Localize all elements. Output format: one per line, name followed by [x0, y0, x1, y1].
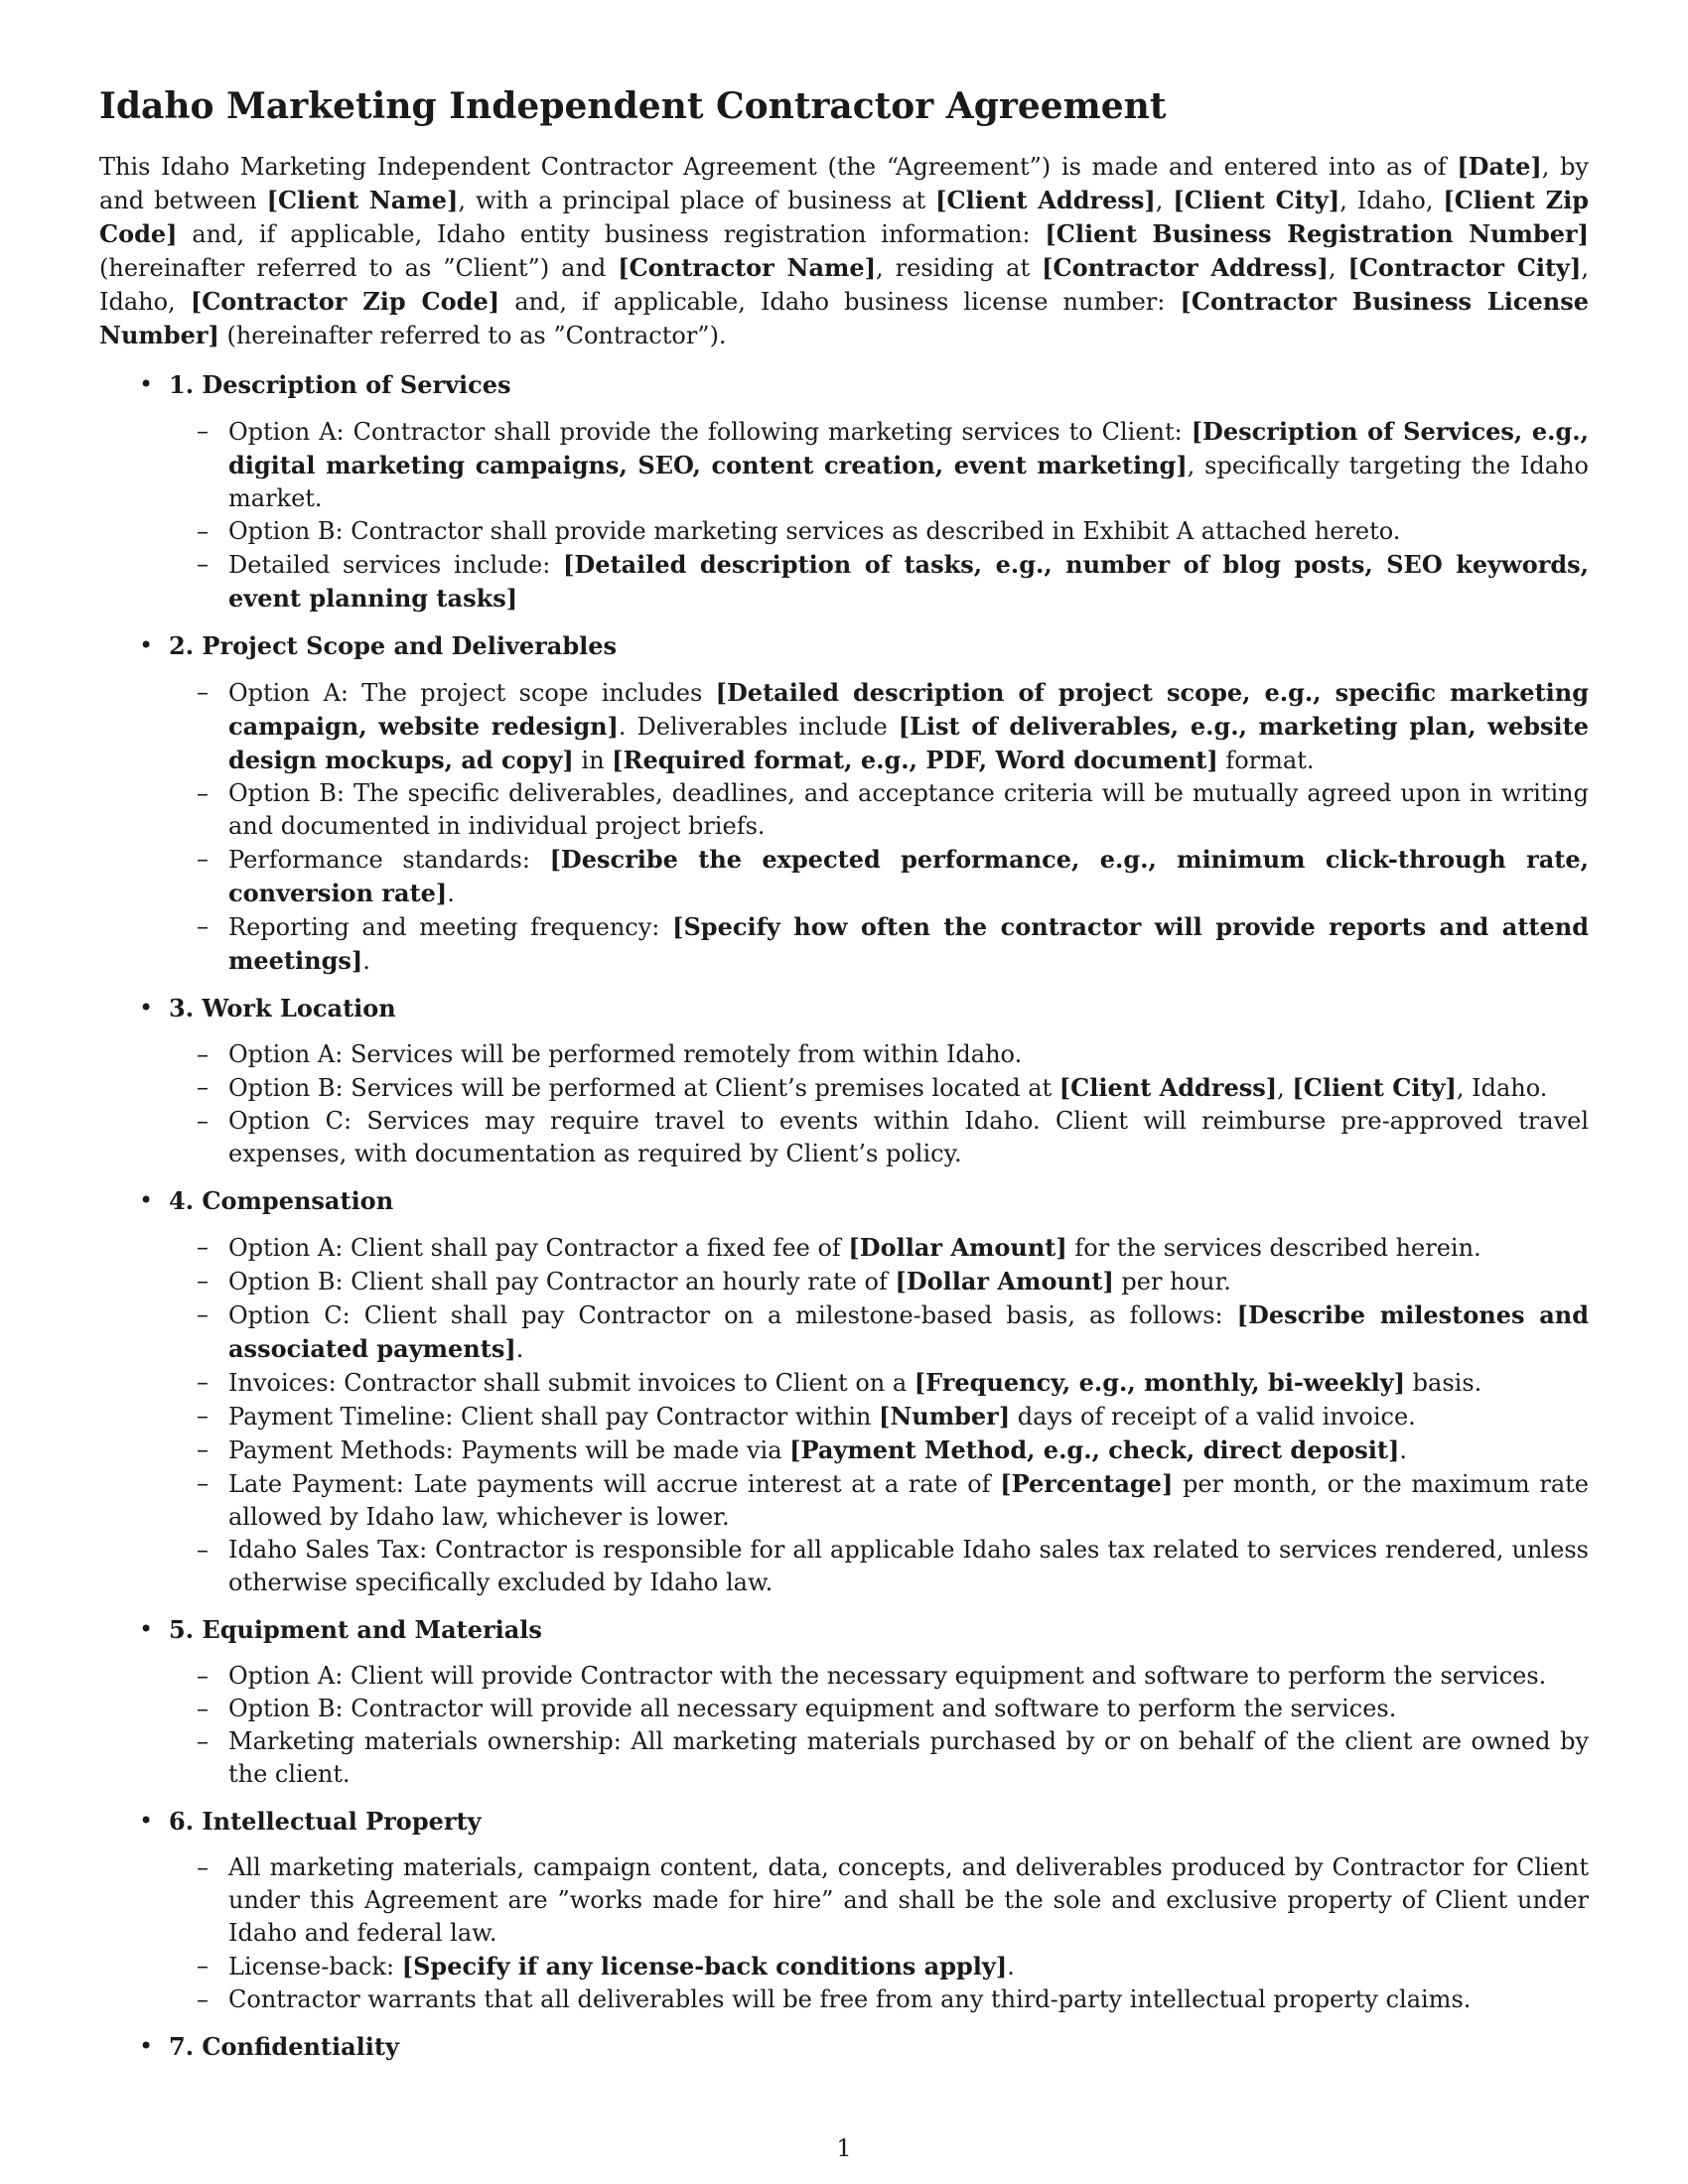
sections-list [99, 368, 1589, 2063]
text-run: . [1007, 1953, 1015, 1981]
placeholder-field: [Dollar Amount] [895, 1267, 1114, 1297]
text-run: in [573, 747, 613, 775]
list-item [99, 1366, 1589, 1400]
list-item [99, 1851, 1589, 1950]
text-run: License-back: [228, 1953, 402, 1981]
text-run: Contractor warrants that all deliverables will be free from any third-party intellectual property claims. [228, 1985, 1472, 2014]
text-run: . [362, 947, 370, 976]
text-run: Payment Methods: Payments will be made via [228, 1436, 790, 1465]
dash-icon: – [197, 1073, 209, 1102]
text-run: Marketing materials ownership: All marketing materials purchased by or on behalf of the client are owned by the client. [228, 1727, 1589, 1789]
placeholder-field: [Contractor Business License Number] [99, 287, 1589, 350]
placeholder-field: [Describe the expected performance, e.g., minimum click-through rate, conversion rate] [228, 845, 1589, 908]
dash-icon: – [197, 1267, 209, 1296]
placeholder-field: [Client Zip Code] [99, 186, 1590, 249]
list-item [99, 1660, 1589, 1693]
text-run: Payment Timeline: Client shall pay Contractor within [228, 1403, 879, 1432]
list-item [99, 1950, 1589, 1983]
list-item [99, 1231, 1589, 1265]
bullet-icon: • [139, 631, 154, 660]
dash-icon: – [197, 678, 209, 707]
bullet-icon: • [139, 2032, 154, 2061]
dash-icon: – [197, 1300, 209, 1329]
section-heading [99, 629, 1589, 662]
placeholder-field: [Frequency, e.g., monthly, bi-weekly] [914, 1368, 1406, 1398]
text-run: for the services described herein. [1066, 1234, 1481, 1263]
placeholder-field: [Contractor City] [1347, 253, 1582, 283]
section-heading-text: 7. Confidentiality [169, 2032, 399, 2062]
section [99, 2030, 1589, 2063]
placeholder-field: [Description of Services, e.g., digital marketing campaigns, SEO, content creation, event marketing] [228, 417, 1589, 480]
text-run: (hereinafter referred to as ”Client”) and [99, 254, 619, 283]
placeholder-field: [Detailed description of tasks, e.g., number of blog posts, SEO keywords, event planning tasks] [228, 550, 1590, 614]
text-run: and, if applicable, Idaho entity business registration information: [177, 220, 1046, 249]
section [99, 1613, 1589, 1791]
section-heading [99, 992, 1589, 1024]
text-run: Option B: The specific deliverables, deadlines, and acceptance criteria will be mutually agreed upon in writing and documented in individual project briefs. [228, 779, 1589, 841]
placeholder-field: [Detailed description of project scope, e.g., specific marketing campaign, website redesign] [228, 678, 1589, 742]
text-run: Idaho Sales Tax: Contractor is responsible for all applicable Idaho sales tax related to services rendered, unless otherwise specifically excluded by Idaho law. [228, 1536, 1589, 1597]
placeholder-field: [Date] [1457, 152, 1542, 182]
dash-icon: – [197, 1536, 209, 1565]
list-item [99, 1105, 1589, 1170]
section-items [99, 676, 1589, 978]
text-run: per month, or the maximum rate allowed by Idaho law, whichever is lower. [228, 1470, 1589, 1532]
placeholder-field: [Dollar Amount] [848, 1233, 1067, 1263]
section-heading-text: 1. Description of Services [169, 370, 511, 400]
list-item [99, 777, 1589, 843]
list-item [99, 1693, 1589, 1725]
text-run: All marketing materials, campaign content, data, concepts, and deliverables produced by Contractor for Client under this Agreement are ”works made for hire” and shall be the sole and exclusive property of Client under Idaho and federal law. [228, 1853, 1589, 1948]
dash-icon: – [197, 1985, 209, 2014]
bullet-icon: • [139, 370, 154, 399]
text-run: Option B: Contractor will provide all necessary equipment and software to perform the services. [228, 1695, 1397, 1723]
text-run: and, if applicable, Idaho business license number: [499, 288, 1181, 317]
placeholder-field: [Client Address] [935, 186, 1156, 215]
dash-icon: – [197, 1853, 209, 1882]
dash-icon: – [197, 1727, 209, 1756]
text-run: This Idaho Marketing Independent Contractor Agreement (the “Agreement”) is made and entered into as of [99, 153, 1458, 182]
section [99, 629, 1589, 978]
dash-icon: – [197, 517, 209, 546]
placeholder-field: [Describe milestones and associated payments] [228, 1300, 1589, 1364]
bullet-icon: • [139, 1186, 154, 1215]
text-run: , [1328, 254, 1348, 283]
dash-icon: – [197, 550, 209, 579]
text-run: Late Payment: Late payments will accrue interest at a rate of [228, 1470, 1001, 1499]
text-run: Option C: Client shall pay Contractor on a milestone-based basis, as follows: [228, 1301, 1237, 1330]
placeholder-field: [Number] [878, 1402, 1011, 1432]
section-heading-text: 5. Equipment and Materials [169, 1615, 542, 1645]
placeholder-field: [Contractor Zip Code] [190, 287, 500, 317]
text-run: , Idaho. [1456, 1074, 1548, 1103]
dash-icon: – [197, 1435, 209, 1464]
list-item [99, 1400, 1589, 1433]
dash-icon: – [197, 1040, 209, 1069]
text-run: format. [1217, 747, 1315, 775]
section-items [99, 1851, 1589, 2016]
dash-icon: – [197, 1233, 209, 1262]
text-run: Option A: Client will provide Contractor with the necessary equipment and software to perform the services. [228, 1662, 1547, 1691]
document-title: Idaho Marketing Independent Contractor Agreement [99, 85, 1167, 127]
section-items [99, 415, 1589, 615]
section-heading [99, 2030, 1589, 2063]
section-heading-text: 3. Work Location [169, 994, 396, 1024]
text-run: basis. [1405, 1369, 1482, 1398]
section-heading [99, 1805, 1589, 1838]
dash-icon: – [197, 1402, 209, 1431]
list-item [99, 548, 1589, 615]
bullet-icon: • [139, 1807, 154, 1836]
section-items [99, 1660, 1589, 1791]
text-run: Performance standards: [228, 846, 550, 875]
placeholder-field: [Payment Method, e.g., check, direct deposit] [789, 1435, 1400, 1465]
text-run: Option B: Contractor shall provide marketing services as described in Exhibit A attached hereto. [228, 517, 1401, 546]
placeholder-field: [Required format, e.g., PDF, Word document] [612, 746, 1218, 775]
dash-icon: – [197, 1952, 209, 1980]
section-heading-text: 4. Compensation [169, 1186, 394, 1216]
placeholder-field: [Client City] [1292, 1073, 1457, 1103]
dash-icon: – [197, 417, 209, 446]
text-run: , Idaho, [1339, 187, 1444, 215]
text-run: . [515, 1335, 524, 1364]
text-run: (hereinafter referred to as ”Contractor”). [218, 322, 727, 350]
placeholder-field: [Contractor Name] [618, 253, 877, 283]
text-run: Invoices: Contractor shall submit invoices to Client on a [228, 1369, 914, 1398]
text-run: , Idaho, [99, 254, 1589, 317]
text-run: Option A: Contractor shall provide the following marketing services to Client: [228, 418, 1192, 447]
text-run: , [1155, 187, 1174, 215]
section [99, 992, 1589, 1170]
section-heading-text: 6. Intellectual Property [169, 1807, 482, 1837]
text-run: Option A: Services will be performed remotely from within Idaho. [228, 1040, 1023, 1069]
page-number: 1 [836, 2134, 852, 2162]
list-item [99, 1725, 1589, 1791]
text-run: . [447, 880, 455, 908]
section [99, 1184, 1589, 1599]
placeholder-field: [Specify if any license-back conditions apply] [401, 1952, 1008, 1981]
placeholder-field: [Client Name] [266, 186, 459, 215]
section-items [99, 1038, 1589, 1170]
list-item [99, 676, 1589, 777]
intro-paragraph [99, 150, 1589, 352]
list-item [99, 1467, 1589, 1534]
text-run: Option C: Services may require travel to events within Idaho. Client will reimburse pre-approved travel expenses, with documentation as required by Client’s policy. [228, 1107, 1589, 1168]
text-run: Option B: Services will be performed at Client’s premises located at [228, 1074, 1059, 1103]
placeholder-field: [Client Address] [1058, 1073, 1278, 1103]
dash-icon: – [197, 1469, 209, 1498]
list-item [99, 415, 1589, 515]
placeholder-field: [Contractor Address] [1042, 253, 1329, 283]
placeholder-field: [Specify how often the contractor will provide reports and attend meetings] [228, 912, 1589, 976]
dash-icon: – [197, 1107, 209, 1136]
list-item [99, 515, 1589, 548]
dash-icon: – [197, 779, 209, 808]
text-run: per hour. [1113, 1268, 1231, 1297]
text-run: . [1399, 1436, 1407, 1465]
list-item [99, 1433, 1589, 1467]
dash-icon: – [197, 912, 209, 941]
section [99, 1805, 1589, 2016]
text-run: Detailed services include: [228, 551, 564, 580]
text-run: days of receipt of a valid invoice. [1010, 1403, 1416, 1432]
bullet-icon: • [139, 994, 154, 1023]
placeholder-field: [Percentage] [1000, 1469, 1174, 1499]
text-run: Option A: The project scope includes [228, 679, 716, 708]
text-run: Option B: Client shall pay Contractor an hourly rate of [228, 1268, 896, 1297]
dash-icon: – [197, 1695, 209, 1723]
section-heading [99, 368, 1589, 401]
list-item [99, 843, 1589, 910]
list-item [99, 1983, 1589, 2016]
list-item [99, 1038, 1589, 1071]
list-item [99, 1298, 1589, 1366]
placeholder-field: [Client Business Registration Number] [1045, 219, 1589, 249]
text-run: , with a principal place of business at [458, 187, 936, 215]
section [99, 368, 1589, 615]
placeholder-field: [List of deliverables, e.g., marketing plan, website design mockups, ad copy] [228, 712, 1589, 775]
section-heading [99, 1184, 1589, 1217]
section-heading-text: 2. Project Scope and Deliverables [169, 631, 618, 661]
list-item [99, 1265, 1589, 1298]
placeholder-field: [Client City] [1173, 186, 1340, 215]
section-heading [99, 1613, 1589, 1646]
dash-icon: – [197, 1368, 209, 1397]
list-item [99, 1071, 1589, 1105]
text-run: Option A: Client shall pay Contractor a fixed fee of [228, 1234, 849, 1263]
text-run: , specifically targeting the Idaho market. [228, 452, 1589, 513]
text-run: Reporting and meeting frequency: [228, 913, 673, 942]
dash-icon: – [197, 845, 209, 874]
text-run: , [1277, 1074, 1293, 1103]
list-item [99, 1534, 1589, 1599]
section-items [99, 1231, 1589, 1599]
list-item [99, 910, 1589, 978]
dash-icon: – [197, 1662, 209, 1691]
text-run: , by and between [99, 153, 1589, 215]
text-run: , residing at [876, 254, 1043, 283]
bullet-icon: • [139, 1615, 154, 1644]
text-run: . Deliverables include [618, 713, 899, 742]
